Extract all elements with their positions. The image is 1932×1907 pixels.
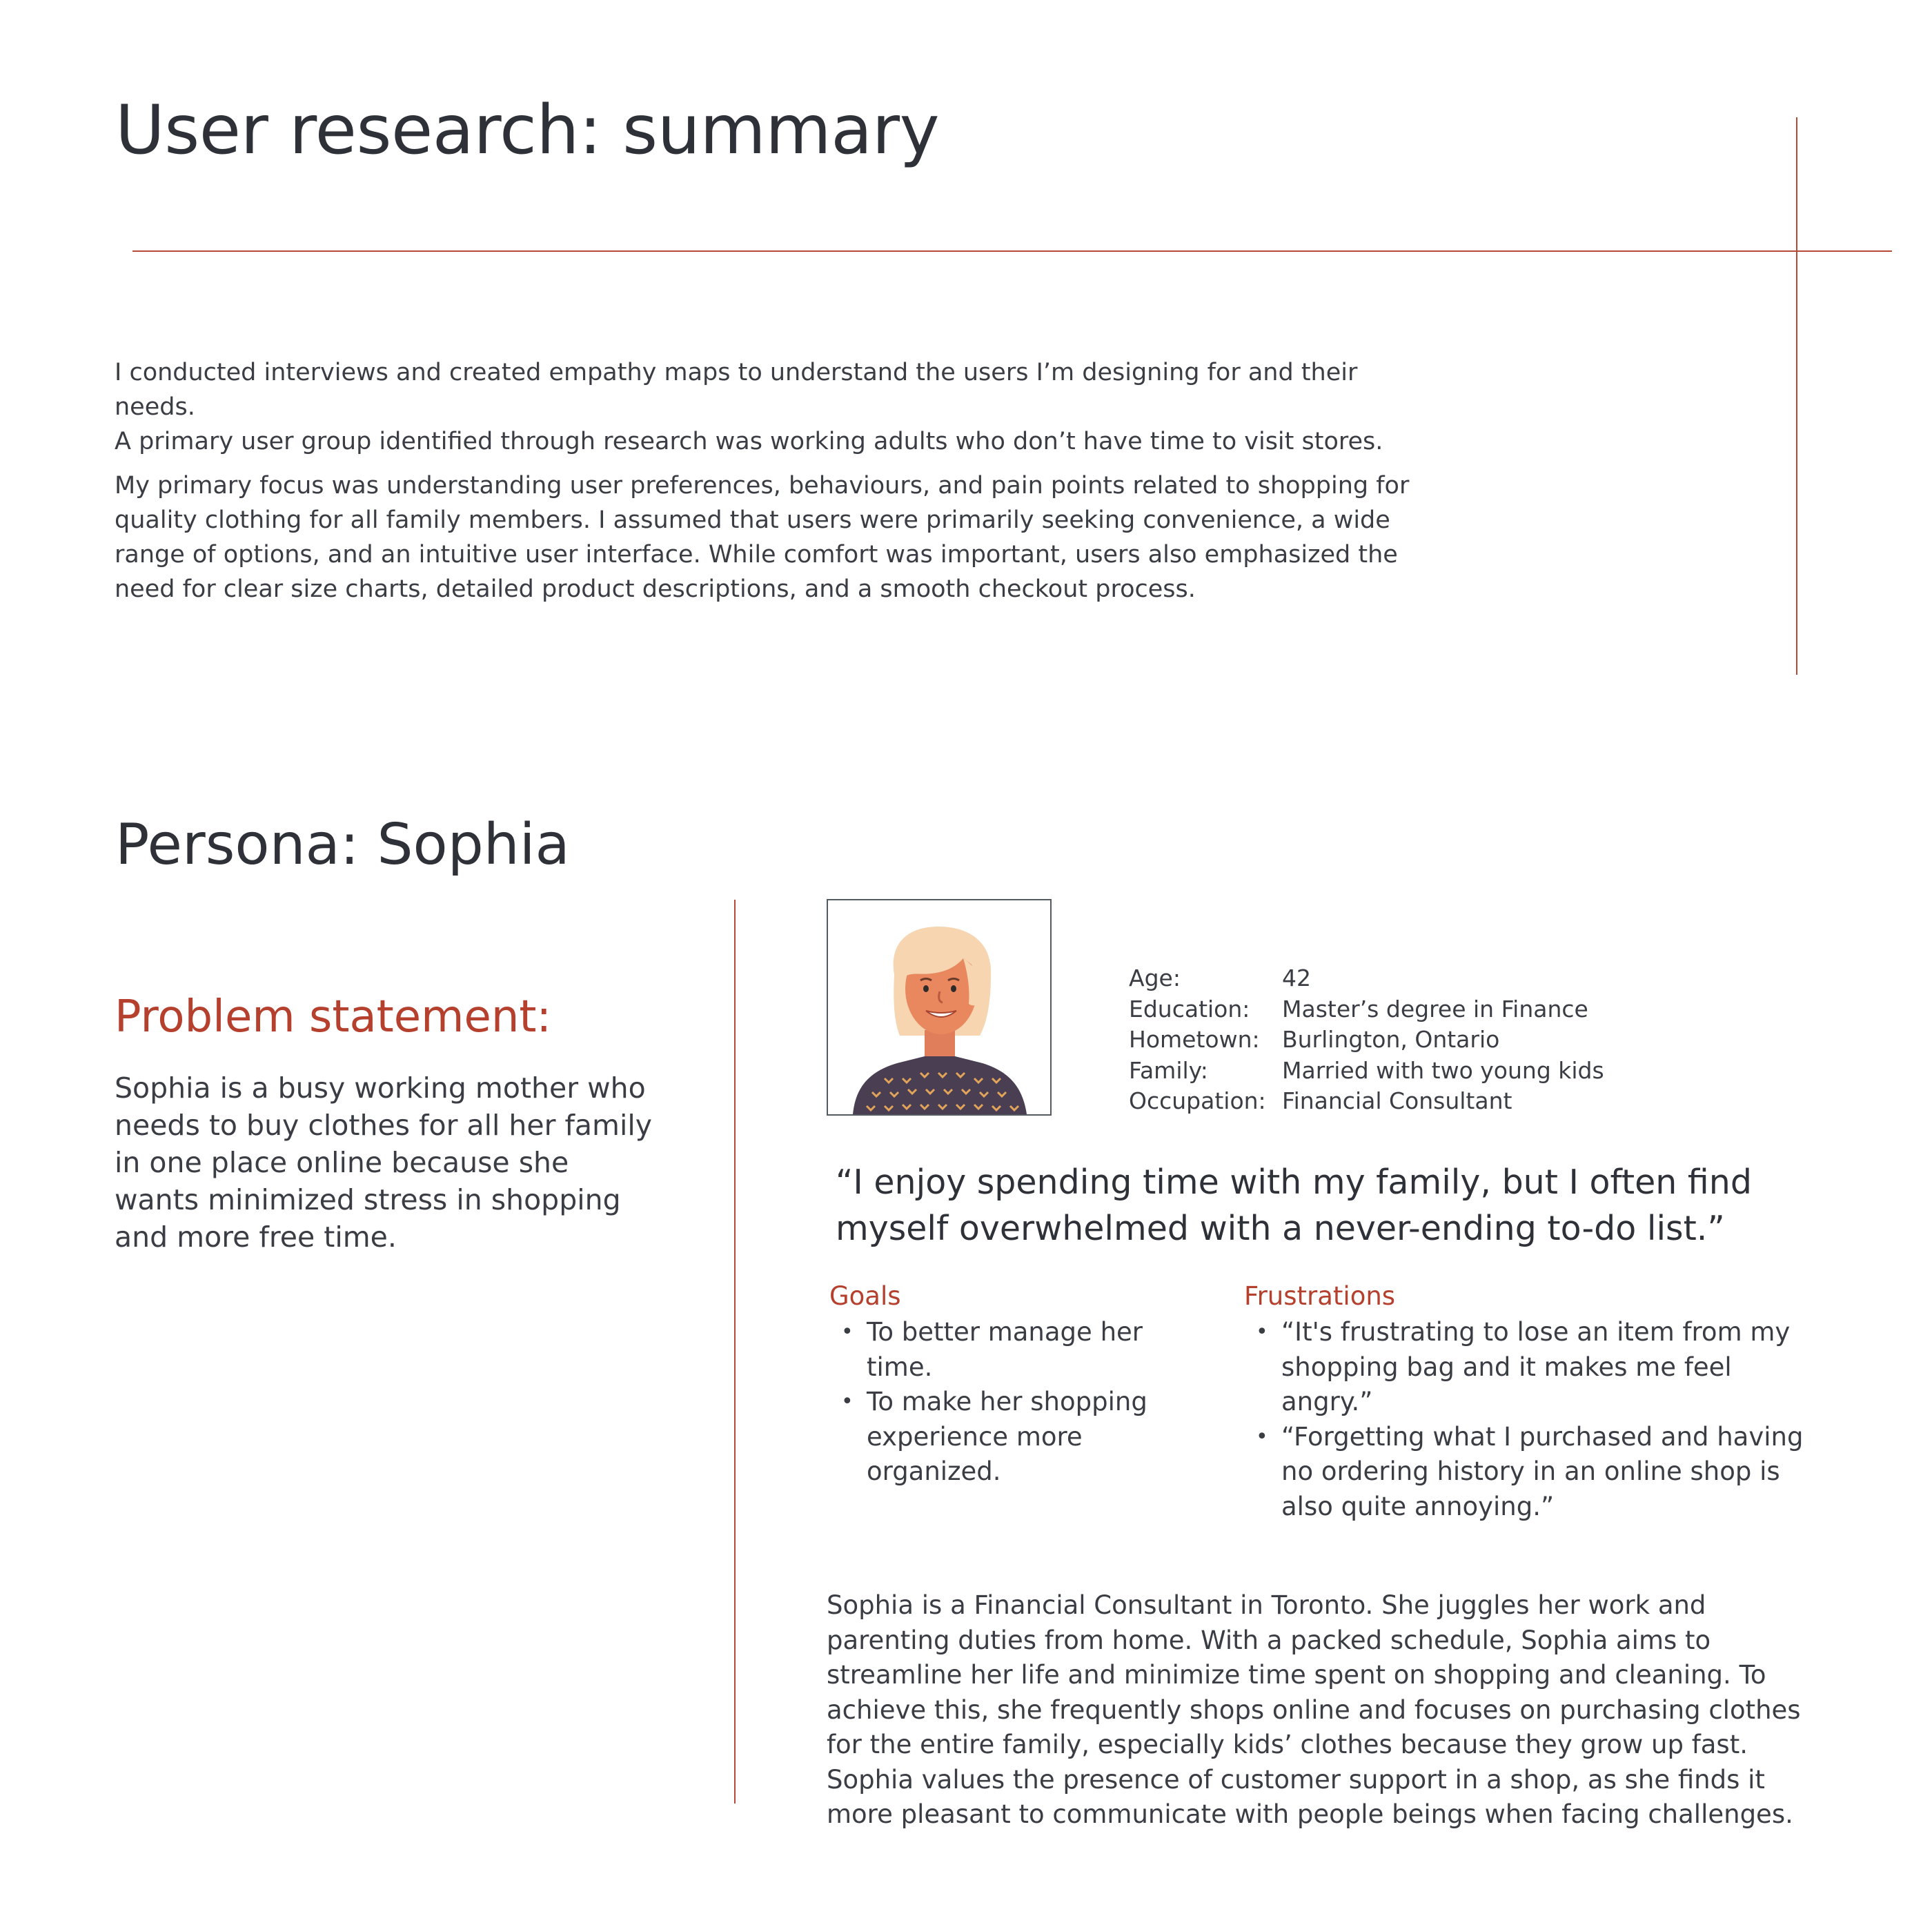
frustration-text: “It's frustrating to lose an item from my shopping bag and it makes me feel angry.” — [1281, 1317, 1791, 1416]
bullet-icon: • — [1256, 1320, 1268, 1344]
detail-label: Hometown: — [1129, 1026, 1260, 1053]
detail-value: Financial Consultant — [1282, 1087, 1512, 1114]
persona-bio: Sophia is a Financial Consultant in Toronto. She juggles her work and parenting duties from home. With a packed schedule, Sophia aims to streamline her life and minimize time spent on shopping and cleaning. To achieve this, she frequently shops online and focuses on purchasing clothes for the entire family, especially kids’ clothes because they grow up fast. Sophia values the presence of customer support in a shop, as she finds it more pleasant to communicate with people beings when facing challenges. — [827, 1590, 1801, 1829]
detail-family — [1129, 1056, 1653, 1087]
horizontal-divider — [132, 250, 1892, 252]
list-item — [829, 1315, 1161, 1385]
list-item — [1244, 1420, 1824, 1525]
detail-education — [1129, 994, 1653, 1025]
problem-statement-text: Sophia is a busy working mother who needs to buy clothes for all her family in one place online because she wants minimized stress in shopping and more free time. — [115, 1071, 653, 1254]
problem-statement-heading: Problem statement: — [115, 991, 552, 1043]
detail-label: Age: — [1129, 965, 1181, 991]
bullet-icon: • — [1256, 1424, 1268, 1449]
intro-paragraph-1 — [115, 355, 1412, 459]
detail-value: Master’s degree in Finance — [1282, 995, 1588, 1022]
goal-text: To make her shopping experience more organized. — [867, 1387, 1147, 1486]
persona-avatar — [827, 899, 1052, 1116]
detail-value: 42 — [1282, 965, 1311, 991]
detail-hometown — [1129, 1025, 1653, 1056]
goal-text: To better manage her time. — [867, 1317, 1143, 1382]
vertical-divider-top — [1796, 117, 1797, 675]
persona-title: Persona: Sophia — [115, 812, 570, 878]
detail-age — [1129, 963, 1653, 994]
frustrations-heading: Frustrations — [1244, 1281, 1396, 1311]
frustration-text: “Forgetting what I purchased and having no ordering history in an online shop is also quite annoying.” — [1281, 1421, 1804, 1521]
detail-occupation — [1129, 1086, 1653, 1117]
goals-list — [829, 1315, 1161, 1490]
frustrations-list — [1244, 1315, 1824, 1524]
vertical-divider-persona — [734, 900, 736, 1804]
detail-value: Married with two young kids — [1282, 1056, 1604, 1084]
detail-value: Burlington, Ontario — [1282, 1026, 1500, 1053]
detail-label: Family: — [1129, 1056, 1208, 1084]
detail-label: Education: — [1129, 995, 1250, 1022]
bullet-icon: • — [841, 1320, 854, 1344]
persona-details — [1129, 963, 1653, 1117]
persona-quote: “I enjoy spending time with my family, but I often find myself overwhelmed with a never-ending to-do list.” — [836, 1163, 1752, 1248]
detail-label: Occupation: — [1129, 1087, 1266, 1114]
woman-avatar-icon — [828, 900, 1050, 1114]
intro-paragraph-1-line-2: A primary user group identified through research was working adults who don’t have time to visit stores. — [115, 428, 1383, 455]
list-item — [1244, 1315, 1824, 1420]
list-item — [829, 1385, 1161, 1490]
intro-paragraph-1-line-1: I conducted interviews and created empathy maps to understand the users I’m designing for and their needs. — [115, 359, 1358, 421]
goals-heading: Goals — [829, 1281, 901, 1311]
page-title: User research: summary — [115, 91, 940, 170]
intro-paragraph-2: My primary focus was understanding user preferences, behaviours, and pain points related to shopping for quality clothing for all family members. I assumed that users were primarily seeking convenience, a wide range of options, and an intuitive user interface. While comfort was important, users also emphasized the need for clear size charts, detailed product descriptions, and a smooth checkout process. — [115, 472, 1410, 603]
bullet-icon: • — [841, 1390, 854, 1414]
